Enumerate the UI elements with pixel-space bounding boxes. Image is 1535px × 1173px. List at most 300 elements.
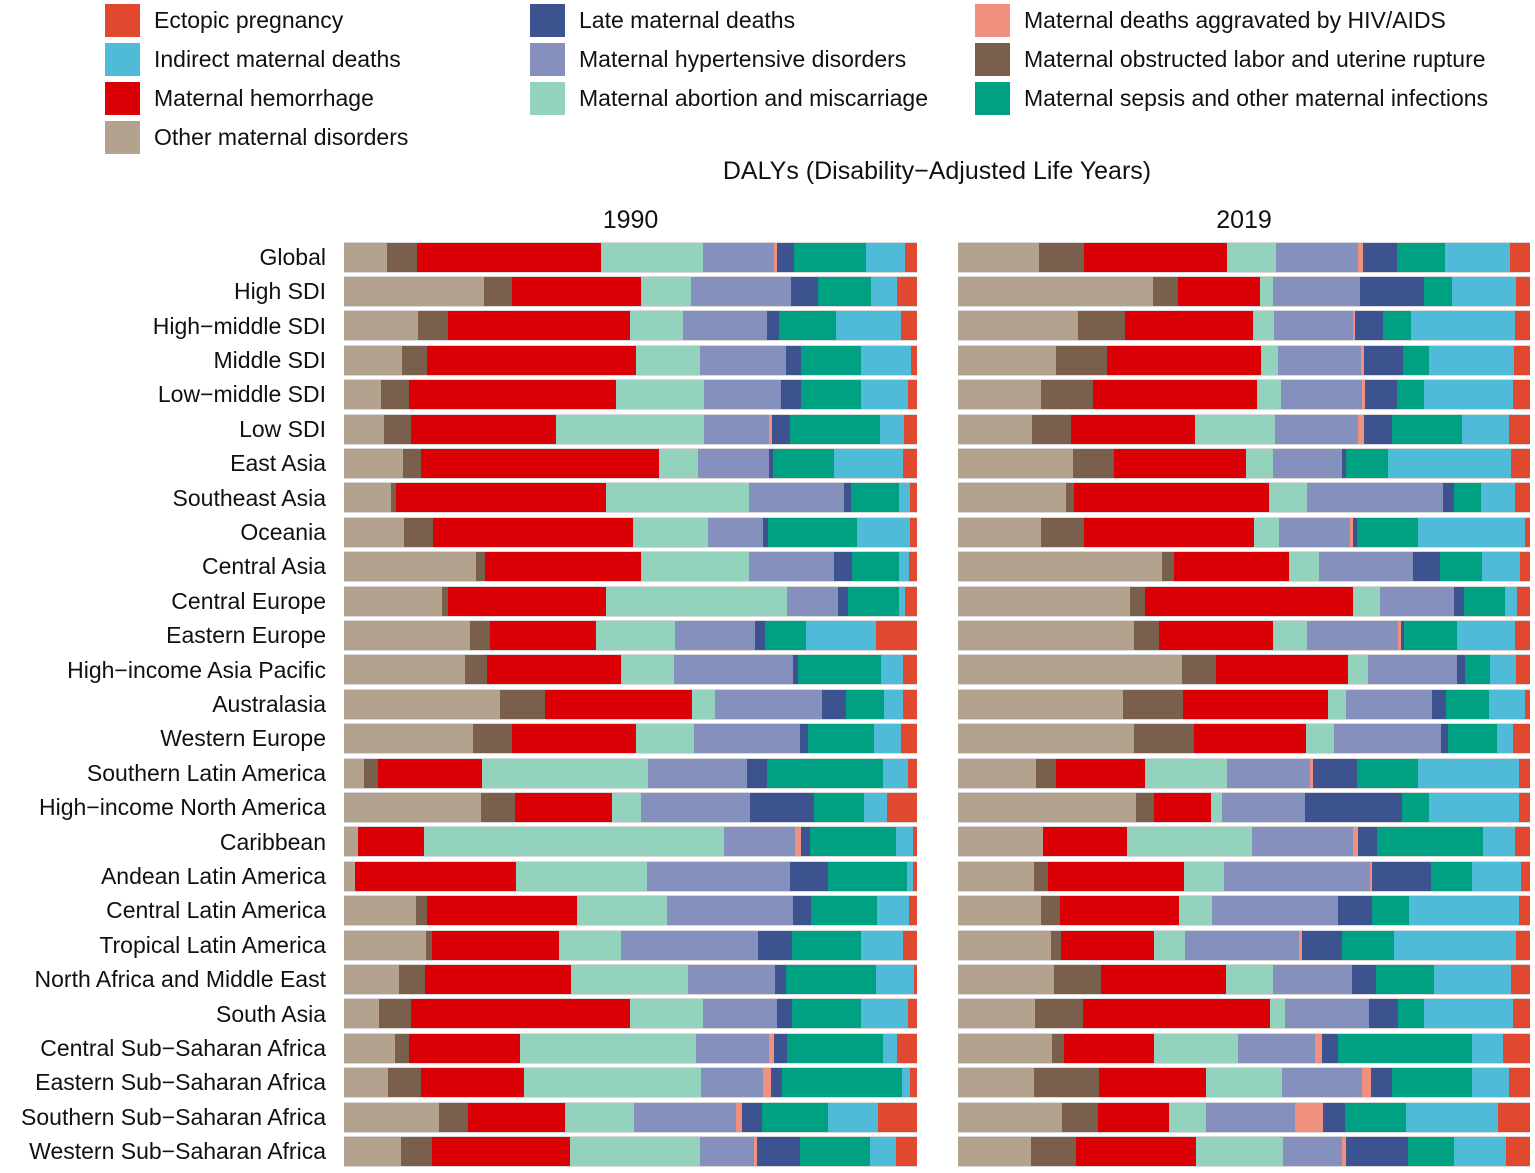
bar-segment-late — [767, 311, 778, 340]
bar-segment-hemorrhage — [432, 931, 560, 960]
bar-segment-obstructed — [1056, 346, 1107, 375]
bar-segment-abortion — [1227, 243, 1276, 272]
bar-1990 — [344, 551, 917, 582]
bar-segment-sepsis — [810, 827, 897, 856]
bar-segment-ectopic — [1525, 690, 1530, 719]
bar-segment-hypertensive — [715, 690, 822, 719]
bar-segment-obstructed — [1182, 655, 1216, 684]
bar-segment-abortion — [1184, 862, 1224, 891]
bar-segment-sepsis — [1408, 1137, 1454, 1166]
bar-segment-abortion — [1196, 1137, 1284, 1166]
bar-segment-ectopic — [1513, 380, 1530, 409]
bar-segment-ectopic — [903, 449, 917, 478]
bar-segment-hypertensive — [1275, 415, 1358, 444]
bar-2019 — [958, 1033, 1530, 1064]
bar-segment-ectopic — [1519, 759, 1530, 788]
bar-segment-abortion — [1253, 311, 1275, 340]
bar-segment-ectopic — [1503, 1034, 1530, 1063]
bar-segment-indirect — [1454, 1137, 1506, 1166]
bar-segment-sepsis — [801, 380, 861, 409]
bar-segment-abortion — [1154, 1034, 1238, 1063]
region-label: South Asia — [216, 1000, 326, 1027]
bar-segment-other — [958, 552, 1162, 581]
bar-segment-abortion — [1257, 380, 1282, 409]
region-row — [0, 653, 1535, 687]
bar-segment-hemorrhage — [425, 965, 571, 994]
bar-2019 — [958, 1067, 1530, 1098]
bar-segment-sepsis — [1440, 552, 1482, 581]
bar-segment-hemorrhage — [421, 1068, 524, 1097]
bar-segment-hypertensive — [700, 346, 786, 375]
bar-segment-late — [793, 896, 811, 925]
bar-2019 — [958, 930, 1530, 961]
bar-segment-ectopic — [903, 931, 917, 960]
bar-segment-indirect — [828, 1103, 878, 1132]
bar-segment-hemorrhage — [427, 896, 577, 925]
bar-segment-late — [1432, 690, 1446, 719]
bar-segment-hemorrhage — [432, 1137, 570, 1166]
bar-2019 — [958, 861, 1530, 892]
bar-segment-ectopic — [1515, 483, 1530, 512]
bar-segment-sepsis — [765, 621, 806, 650]
region-label: High SDI — [233, 278, 326, 305]
bar-segment-abortion — [641, 552, 749, 581]
bar-segment-other — [958, 896, 1041, 925]
bar-segment-ectopic — [1506, 1137, 1529, 1166]
bar-segment-abortion — [659, 449, 698, 478]
bar-segment-sepsis — [1383, 311, 1411, 340]
bar-segment-hemorrhage — [1154, 793, 1211, 822]
bar-segment-obstructed — [364, 759, 378, 788]
bar-segment-abortion — [1260, 277, 1273, 306]
bar-segment-abortion — [1254, 518, 1280, 547]
bar-segment-hemorrhage — [1101, 965, 1226, 994]
bar-segment-hypertensive — [708, 518, 763, 547]
bar-segment-hypertensive — [704, 415, 769, 444]
bar-segment-other — [344, 277, 484, 306]
bar-segment-hemorrhage — [358, 827, 424, 856]
bar-segment-other — [344, 552, 476, 581]
bar-1990 — [344, 895, 917, 926]
legend-label: Maternal deaths aggravated by HIV/AIDS — [1024, 7, 1446, 33]
region-row — [0, 963, 1535, 997]
bar-segment-hemorrhage — [1064, 1034, 1154, 1063]
bar-segment-indirect — [870, 1137, 896, 1166]
bar-segment-indirect — [861, 999, 908, 1028]
bar-segment-obstructed — [1162, 552, 1175, 581]
bar-segment-other — [344, 965, 399, 994]
bar-1990 — [344, 861, 917, 892]
bar-segment-late — [1346, 1137, 1408, 1166]
bar-segment-hiv — [763, 1068, 772, 1097]
bar-segment-hemorrhage — [1107, 346, 1261, 375]
bar-segment-abortion — [636, 724, 694, 753]
bar-segment-abortion — [1127, 827, 1252, 856]
bar-segment-late — [1358, 827, 1377, 856]
bar-segment-indirect — [1429, 346, 1514, 375]
bar-segment-indirect — [806, 621, 876, 650]
bar-segment-ectopic — [1513, 999, 1530, 1028]
bar-segment-obstructed — [1153, 277, 1178, 306]
bar-segment-ectopic — [1519, 793, 1530, 822]
bar-segment-ectopic — [1516, 277, 1530, 306]
bar-segment-hemorrhage — [1183, 690, 1328, 719]
bar-1990 — [344, 1136, 917, 1167]
bar-segment-indirect — [899, 552, 909, 581]
bar-segment-sepsis — [1376, 965, 1434, 994]
bar-segment-indirect — [1394, 931, 1516, 960]
bar-segment-hypertensive — [749, 483, 844, 512]
bar-1990 — [344, 930, 917, 961]
legend-column-2 — [530, 4, 928, 121]
bar-segment-other — [958, 415, 1032, 444]
bar-segment-hemorrhage — [1093, 380, 1257, 409]
bar-segment-other — [958, 724, 1134, 753]
region-label: Central Sub−Saharan Africa — [40, 1035, 326, 1062]
bar-segment-hemorrhage — [427, 346, 636, 375]
bar-segment-ectopic — [910, 518, 917, 547]
bar-segment-sepsis — [1392, 1068, 1472, 1097]
bar-segment-ectopic — [905, 587, 917, 616]
bar-segment-sepsis — [767, 759, 883, 788]
bar-segment-ectopic — [897, 277, 917, 306]
bar-segment-late — [1338, 896, 1372, 925]
bar-segment-sepsis — [800, 1137, 870, 1166]
bar-segment-hemorrhage — [545, 690, 693, 719]
bar-segment-indirect — [1472, 1034, 1503, 1063]
legend-item-hypertensive — [530, 43, 928, 76]
legend-item-other — [105, 121, 408, 154]
bar-segment-ectopic — [1510, 243, 1529, 272]
legend-label: Other maternal disorders — [154, 124, 409, 150]
bar-segment-indirect — [836, 311, 902, 340]
bar-segment-abortion — [606, 587, 786, 616]
bar-segment-obstructed — [395, 1034, 409, 1063]
bar-segment-hypertensive — [700, 1137, 754, 1166]
bar-segment-sepsis — [1357, 518, 1418, 547]
bar-segment-hemorrhage — [417, 243, 601, 272]
bar-segment-ectopic — [901, 724, 916, 753]
bar-segment-obstructed — [470, 621, 489, 650]
bar-segment-abortion — [601, 243, 704, 272]
bar-segment-indirect — [861, 931, 903, 960]
region-row — [0, 928, 1535, 962]
bar-segment-obstructed — [403, 449, 421, 478]
bar-segment-ectopic — [903, 690, 917, 719]
bar-segment-sepsis — [1398, 999, 1424, 1028]
region-label: Andean Latin America — [100, 863, 326, 890]
bar-2019 — [958, 689, 1530, 720]
bar-segment-abortion — [692, 690, 715, 719]
legend-column-1 — [105, 4, 408, 160]
bar-segment-sepsis — [852, 552, 899, 581]
bar-segment-sepsis — [1465, 655, 1490, 684]
bar-1990 — [344, 964, 917, 995]
bar-segment-hemorrhage — [1048, 862, 1184, 891]
region-row — [0, 1031, 1535, 1065]
bar-segment-hypertensive — [1319, 552, 1413, 581]
bar-segment-obstructed — [1031, 1137, 1076, 1166]
bar-segment-indirect — [880, 415, 903, 444]
bar-2019 — [958, 964, 1530, 995]
bar-segment-hypertensive — [674, 655, 793, 684]
bar-2019 — [958, 895, 1530, 926]
bar-segment-hypertensive — [1273, 277, 1361, 306]
region-row — [0, 791, 1535, 825]
bar-segment-indirect — [883, 1034, 897, 1063]
bar-segment-other — [958, 1068, 1034, 1097]
legend-label: Maternal hypertensive disorders — [579, 46, 907, 72]
bar-segment-obstructed — [401, 1137, 433, 1166]
bar-segment-obstructed — [1041, 518, 1084, 547]
legend-label: Late maternal deaths — [579, 7, 796, 33]
bar-segment-abortion — [424, 827, 724, 856]
bar-segment-hypertensive — [1274, 311, 1353, 340]
region-label: High−income North America — [39, 794, 326, 821]
bar-segment-indirect — [1497, 724, 1513, 753]
bar-segment-abortion — [1211, 793, 1222, 822]
bar-segment-hypertensive — [1279, 518, 1349, 547]
bar-segment-indirect — [877, 896, 909, 925]
bar-segment-other — [958, 621, 1134, 650]
legend-item-late — [530, 4, 928, 37]
bar-segment-abortion — [1246, 449, 1273, 478]
bar-segment-ectopic — [878, 1103, 917, 1132]
bar-segment-indirect — [902, 1068, 910, 1097]
bar-segment-ectopic — [1511, 449, 1530, 478]
bar-segment-ectopic — [913, 862, 917, 891]
bar-segment-ectopic — [904, 415, 917, 444]
chart-title: DALYs (Disability−Adjusted Life Years) — [722, 157, 1152, 185]
bar-segment-indirect — [1482, 552, 1520, 581]
bar-segment-late — [1360, 277, 1424, 306]
bar-segment-late — [774, 1034, 787, 1063]
bar-2019 — [958, 448, 1530, 479]
bar-segment-hemorrhage — [1159, 621, 1272, 650]
bar-segment-ectopic — [1516, 931, 1530, 960]
legend-swatch-abortion — [530, 82, 565, 115]
bar-segment-late — [742, 1103, 762, 1132]
bar-segment-ectopic — [1514, 346, 1530, 375]
bar-segment-obstructed — [402, 346, 427, 375]
bar-1990 — [344, 586, 917, 617]
bar-segment-hypertensive — [698, 449, 769, 478]
panel-title-1990: 1990 — [602, 206, 659, 234]
bar-segment-sepsis — [851, 483, 900, 512]
bar-2019 — [958, 310, 1530, 341]
region-row — [0, 722, 1535, 756]
bar-segment-obstructed — [1130, 587, 1145, 616]
bar-segment-late — [838, 587, 848, 616]
bar-segment-sepsis — [1404, 621, 1457, 650]
region-row — [0, 687, 1535, 721]
bar-segment-ectopic — [1511, 965, 1530, 994]
bar-segment-other — [958, 1034, 1052, 1063]
bar-segment-ectopic — [1498, 1103, 1529, 1132]
bar-segment-obstructed — [465, 655, 486, 684]
bar-2019 — [958, 1136, 1530, 1167]
bar-segment-sepsis — [818, 277, 871, 306]
legend-swatch-indirect — [105, 43, 140, 76]
bar-segment-ectopic — [908, 759, 917, 788]
bar-segment-abortion — [630, 311, 683, 340]
bar-segment-other — [958, 965, 1054, 994]
bar-segment-indirect — [896, 827, 913, 856]
bar-segment-ectopic — [909, 896, 916, 925]
bar-segment-other — [344, 793, 481, 822]
bar-2019 — [958, 586, 1530, 617]
region-row — [0, 309, 1535, 343]
bar-2019 — [958, 517, 1530, 548]
bar-segment-abortion — [570, 1137, 701, 1166]
bar-segment-indirect — [1418, 518, 1525, 547]
region-label: Central Europe — [171, 587, 326, 614]
bar-segment-sepsis — [782, 1068, 902, 1097]
bar-segment-abortion — [1353, 587, 1380, 616]
bar-segment-hypertensive — [703, 999, 777, 1028]
region-label: Central Latin America — [106, 897, 326, 924]
bar-segment-other — [344, 862, 355, 891]
bar-segment-sepsis — [762, 1103, 828, 1132]
bar-segment-hemorrhage — [1216, 655, 1348, 684]
bar-segment-hypertensive — [1185, 931, 1299, 960]
bar-segment-obstructed — [1123, 690, 1184, 719]
bar-segment-late — [772, 415, 790, 444]
bar-2019 — [958, 826, 1530, 857]
bar-segment-abortion — [1154, 931, 1185, 960]
bar-segment-sepsis — [1338, 1034, 1471, 1063]
bar-segment-hypertensive — [1346, 690, 1431, 719]
bar-segment-sepsis — [1424, 277, 1452, 306]
bar-segment-sepsis — [768, 518, 857, 547]
bar-segment-obstructed — [1034, 862, 1048, 891]
bar-segment-indirect — [884, 690, 903, 719]
bar-2019 — [958, 758, 1530, 789]
bar-segment-hypertensive — [1212, 896, 1338, 925]
region-row — [0, 894, 1535, 928]
bar-segment-ectopic — [1519, 896, 1530, 925]
bar-segment-late — [747, 759, 768, 788]
bar-segment-obstructed — [1036, 759, 1055, 788]
bar-segment-hypertensive — [1307, 483, 1443, 512]
bar-segment-hypertensive — [1224, 862, 1370, 891]
region-row — [0, 1135, 1535, 1169]
bar-segment-other — [344, 587, 442, 616]
bar-segment-abortion — [1270, 999, 1285, 1028]
bar-segment-obstructed — [1051, 931, 1061, 960]
bar-segment-sepsis — [1372, 896, 1409, 925]
bar-segment-sepsis — [1342, 931, 1394, 960]
bar-segment-ectopic — [901, 311, 916, 340]
bar-segment-indirect — [1445, 243, 1510, 272]
bar-2019 — [958, 379, 1530, 410]
bar-segment-abortion — [1195, 415, 1275, 444]
bar-segment-sepsis — [1397, 243, 1446, 272]
bar-segment-ectopic — [1513, 724, 1530, 753]
bar-segment-obstructed — [1041, 896, 1060, 925]
bar-segment-indirect — [1472, 862, 1521, 891]
bar-2019 — [958, 998, 1530, 1029]
bar-segment-obstructed — [1041, 380, 1093, 409]
bar-segment-late — [777, 243, 794, 272]
region-row — [0, 584, 1535, 618]
bar-segment-indirect — [861, 346, 911, 375]
bar-1990 — [344, 620, 917, 651]
region-label: North Africa and Middle East — [34, 966, 326, 993]
bar-segment-sepsis — [779, 311, 836, 340]
bar-segment-other — [958, 827, 1043, 856]
bar-segment-other — [958, 690, 1123, 719]
bar-segment-hemorrhage — [468, 1103, 565, 1132]
bar-segment-abortion — [1206, 1068, 1283, 1097]
bar-segment-other — [344, 759, 364, 788]
bar-2019 — [958, 792, 1530, 823]
bar-segment-indirect — [876, 965, 914, 994]
bar-1990 — [344, 482, 917, 513]
bar-1990 — [344, 758, 917, 789]
bar-segment-ectopic — [876, 621, 917, 650]
bar-segment-other — [958, 999, 1035, 1028]
bar-segment-other — [958, 243, 1039, 272]
bar-segment-abortion — [577, 896, 667, 925]
bar-segment-other — [958, 793, 1136, 822]
bar-segment-hiv — [1295, 1103, 1323, 1132]
bar-segment-obstructed — [1073, 449, 1114, 478]
bar-2019 — [958, 482, 1530, 513]
bar-segment-late — [1323, 1103, 1345, 1132]
region-label: Eastern Europe — [166, 622, 326, 649]
bar-1990 — [344, 1033, 917, 1064]
bar-segment-obstructed — [1078, 311, 1125, 340]
region-label: Southern Sub−Saharan Africa — [21, 1103, 326, 1130]
bar-segment-abortion — [1226, 965, 1272, 994]
bar-segment-other — [958, 449, 1073, 478]
bar-segment-indirect — [1505, 587, 1517, 616]
bar-segment-obstructed — [1039, 243, 1084, 272]
bar-segment-late — [758, 931, 792, 960]
bar-segment-obstructed — [1136, 793, 1154, 822]
bar-segment-indirect — [881, 655, 903, 684]
region-row — [0, 378, 1535, 412]
bar-segment-hemorrhage — [421, 449, 659, 478]
bar-segment-hemorrhage — [411, 415, 556, 444]
bar-segment-late — [757, 1137, 800, 1166]
bar-segment-ectopic — [1509, 415, 1530, 444]
bar-segment-late — [822, 690, 845, 719]
bar-segment-abortion — [571, 965, 687, 994]
bar-2019 — [958, 654, 1530, 685]
legend-item-obstructed — [975, 43, 1488, 76]
region-label: Tropical Latin America — [99, 931, 326, 958]
region-label: High−middle SDI — [152, 312, 326, 339]
bar-2019 — [958, 723, 1530, 754]
bar-segment-indirect — [1452, 277, 1516, 306]
bar-1990 — [344, 792, 917, 823]
legend-item-hiv — [975, 4, 1488, 37]
bar-segment-hemorrhage — [396, 483, 607, 512]
bar-segment-ectopic — [908, 999, 917, 1028]
bar-segment-abortion — [520, 1034, 696, 1063]
bar-segment-indirect — [1429, 793, 1519, 822]
region-row — [0, 446, 1535, 480]
bar-segment-sepsis — [1402, 793, 1429, 822]
bar-segment-abortion — [556, 415, 704, 444]
bar-segment-indirect — [1472, 1068, 1510, 1097]
bar-segment-sepsis — [773, 449, 834, 478]
bar-segment-hypertensive — [1206, 1103, 1296, 1132]
bar-segment-indirect — [1481, 483, 1515, 512]
bar-segment-indirect — [1406, 1103, 1499, 1132]
